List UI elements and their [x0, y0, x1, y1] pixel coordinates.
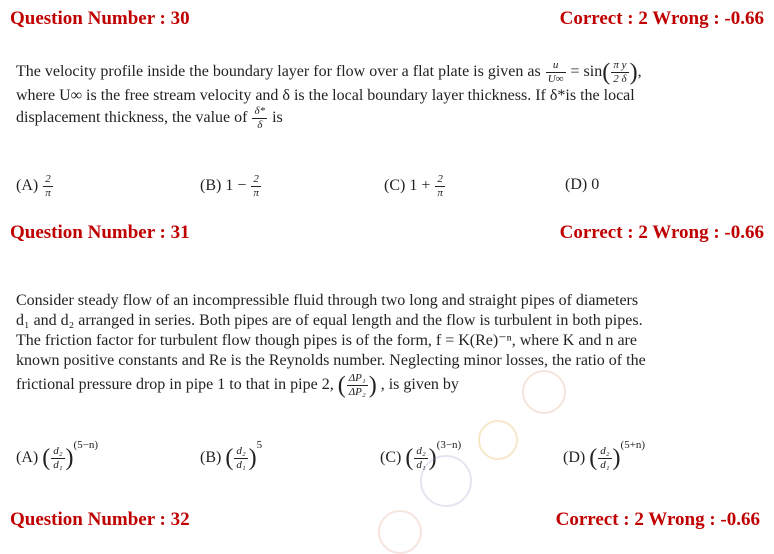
q30-number: Question Number : 30 — [10, 8, 190, 29]
watermark-seal — [420, 455, 472, 507]
q30-option-c[interactable]: (C) 1 + $\frac{2}{\pi}$ — [384, 173, 443, 199]
q32-header — [10, 509, 764, 537]
q30-header — [10, 8, 764, 36]
q30-option-a[interactable]: (A) $\frac{2}{\pi}$ — [16, 173, 51, 199]
dstar-over-delta: $\frac{\delta*}{\delta}$ — [254, 105, 266, 131]
q31-option-a[interactable]: (A) ( $\frac{\text{d₂}}{\text{d₁}}$ )$^{(5-n)}$ — [16, 439, 99, 471]
q31-line5: frictional pressure drop in pipe 1 to that in pipe 2, ( $\frac{\text{ΔP₁}}{\text{ΔP₂}}$ ) , is given by — [16, 372, 459, 399]
q30-option-d[interactable]: (D) 0 — [565, 176, 600, 193]
q30-option-b[interactable]: (B) 1 − $\frac{2}{\pi}$ — [200, 173, 259, 199]
q32-marks: Correct : 2 Wrong : -0.66 — [555, 509, 760, 530]
q30-line2: where U∞ is the free stream velocity and δ is the local boundary layer thickness. If δ*is the local — [16, 87, 635, 104]
q31-number: Question Number : 31 — [10, 222, 190, 243]
q30-text — [16, 60, 761, 131]
q30-line1: The velocity profile inside the boundary layer for flow over a flat plate is given as $\frac{u}{U\infty}$ = sin( $\frac{\text{π y}}{2 \delta}$ ), — [16, 59, 642, 86]
piy-over-2delta: $\frac{\text{π y}}{2 \delta}$ — [613, 59, 627, 85]
q31-line1: Consider steady flow of an incompressible fluid through two long and straight pipes of diameters — [16, 292, 639, 309]
q31-line4: known positive constants and Re is the Reynolds number. Neglecting minor losses, the ratio of the — [16, 352, 646, 369]
q30-line3: displacement thickness, the value of $\frac{\delta*}{\delta}$ is — [16, 105, 283, 131]
q31-option-d[interactable]: (D) ( $\frac{\text{d₂}}{\text{d₁}}$ )$^{(5+n)}$ — [563, 439, 646, 471]
watermark-seal — [522, 370, 566, 414]
q31-line3: The friction factor for turbulent flow though pipes is of the form, f = K(Re)⁻ⁿ, where K and n are — [16, 332, 637, 349]
q31-text — [16, 291, 761, 398]
q31-option-b[interactable]: (B) ( $\frac{\text{d₂}}{\text{d₁}}$ )$^5$ — [200, 439, 263, 471]
q31-marks: Correct : 2 Wrong : -0.66 — [559, 222, 764, 243]
u-over-uinf: $\frac{u}{U\infty}$ — [547, 59, 564, 85]
watermark-seal — [478, 420, 518, 460]
q31-header — [10, 222, 764, 250]
q31-line2: d₁ and d₂ arranged in series. Both pipes are of equal length and the flow is turbulent in both pipes. — [16, 312, 643, 329]
q30-marks: Correct : 2 Wrong : -0.66 — [559, 8, 764, 29]
q31-option-c[interactable]: (C) ( $\frac{\text{d₂}}{\text{d₁}}$ )$^{(3-n)}$ — [380, 439, 462, 471]
q32-number: Question Number : 32 — [10, 509, 190, 530]
dp-ratio: $\frac{\text{ΔP₁}}{\text{ΔP₂}}$ — [348, 372, 366, 398]
